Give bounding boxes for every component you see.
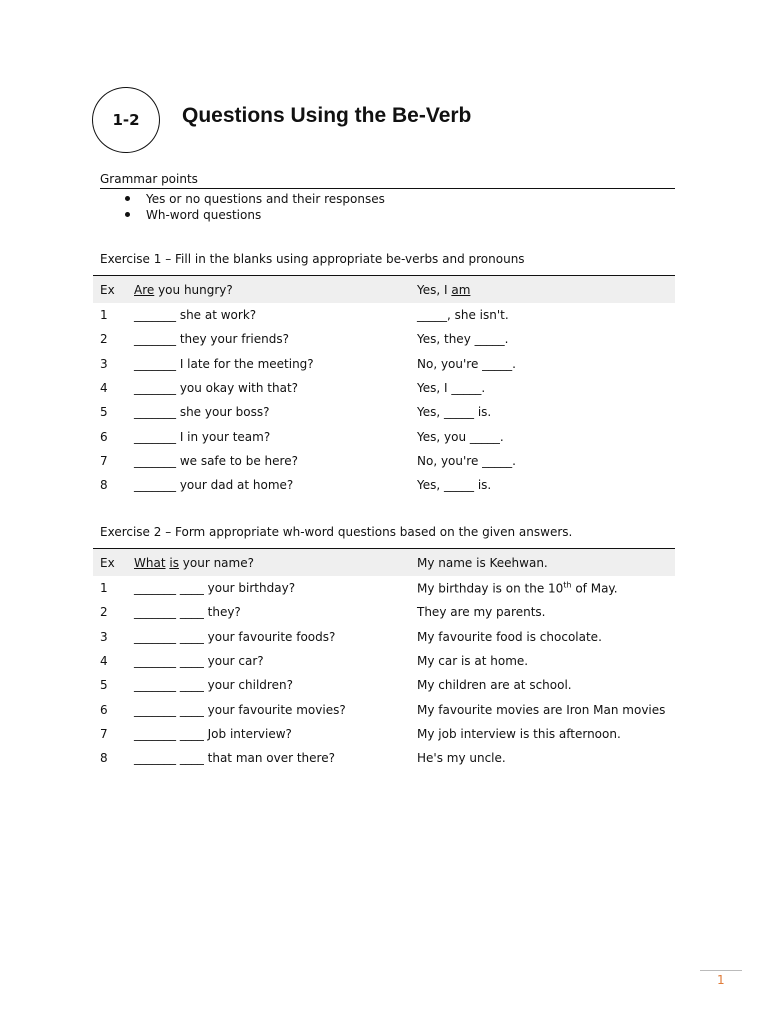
answer: _____, she isn't. — [417, 308, 509, 323]
question: _______ ____ Job interview? — [134, 726, 292, 741]
grammar-points-list — [100, 191, 385, 223]
bullet-icon — [125, 196, 130, 201]
question: _______ I late for the meeting? — [134, 356, 314, 371]
question: _______ she your boss? — [134, 405, 270, 420]
row-number: 2 — [100, 332, 108, 347]
question: _______ ____ your children? — [134, 678, 293, 693]
example-answer: My name is Keehwan. — [417, 555, 548, 570]
row-number: 1 — [100, 581, 108, 596]
exercise-2-table — [93, 548, 675, 770]
table-row — [93, 303, 675, 327]
answer: He's my uncle. — [417, 751, 506, 766]
exercise-1-table — [93, 275, 675, 497]
question: _______ you okay with that? — [134, 381, 299, 396]
answer: My children are at school. — [417, 678, 572, 693]
answer: My favourite food is chocolate. — [417, 629, 602, 644]
unit-number: 1-2 — [112, 111, 140, 129]
answer: No, you're _____. — [417, 356, 516, 371]
answer: My birthday is on the 10th of May. — [417, 580, 618, 596]
answer: My job interview is this afternoon. — [417, 726, 621, 741]
row-number: 6 — [100, 429, 108, 444]
ex-label: Ex — [100, 555, 115, 570]
row-number: 7 — [100, 726, 108, 741]
answer: Yes, you _____. — [417, 429, 504, 444]
exercise-1-example-row — [93, 276, 675, 303]
question: _______ ____ your birthday? — [134, 581, 296, 596]
exercise-2-example-row — [93, 549, 675, 576]
footer-rule — [700, 970, 742, 971]
row-number: 5 — [100, 678, 108, 693]
table-row — [93, 746, 675, 770]
table-row — [93, 424, 675, 448]
table-row — [93, 327, 675, 351]
answer: Yes, I _____. — [417, 381, 486, 396]
exercise-1-title: Exercise 1 – Fill in the blanks using appropriate be-verbs and pronouns — [100, 252, 525, 266]
answer: My favourite movies are Iron Man movies — [417, 702, 666, 717]
question: _______ she at work? — [134, 308, 257, 323]
grammar-point: Wh-word questions — [100, 207, 385, 223]
table-row — [93, 473, 675, 497]
unit-number-badge — [92, 87, 160, 153]
question: _______ ____ your favourite movies? — [134, 702, 346, 717]
row-number: 2 — [100, 605, 108, 620]
row-number: 4 — [100, 381, 108, 396]
answer: Yes, they _____. — [417, 332, 509, 347]
question: _______ they your friends? — [134, 332, 289, 347]
example-question: Are you hungry? — [134, 282, 233, 297]
row-number: 3 — [100, 629, 108, 644]
example-question: What is your name? — [134, 555, 254, 570]
table-row — [93, 697, 675, 721]
exercise-2-title: Exercise 2 – Form appropriate wh-word questions based on the given answers. — [100, 525, 573, 539]
row-number: 8 — [100, 478, 108, 493]
row-number: 8 — [100, 751, 108, 766]
row-number: 1 — [100, 308, 108, 323]
row-number: 5 — [100, 405, 108, 420]
question: _______ ____ that man over there? — [134, 751, 335, 766]
table-row — [93, 600, 675, 624]
answer: No, you're _____. — [417, 453, 516, 468]
table-row — [93, 376, 675, 400]
question: _______ ____ your favourite foods? — [134, 629, 336, 644]
row-number: 4 — [100, 654, 108, 669]
answer: My car is at home. — [417, 654, 529, 669]
table-row — [93, 576, 675, 600]
page-title: Questions Using the Be-Verb — [182, 104, 472, 127]
table-row — [93, 722, 675, 746]
question: _______ your dad at home? — [134, 478, 294, 493]
row-number: 6 — [100, 702, 108, 717]
question: _______ ____ they? — [134, 605, 241, 620]
row-number: 7 — [100, 453, 108, 468]
table-row — [93, 352, 675, 376]
answer: They are my parents. — [417, 605, 546, 620]
question: _______ we safe to be here? — [134, 453, 298, 468]
table-row — [93, 649, 675, 673]
row-number: 3 — [100, 356, 108, 371]
bullet-icon — [125, 212, 130, 217]
question: _______ ____ your car? — [134, 654, 264, 669]
table-row — [93, 673, 675, 697]
example-answer: Yes, I am — [417, 282, 471, 297]
answer: Yes, _____ is. — [417, 478, 492, 493]
table-row — [93, 449, 675, 473]
question: _______ I in your team? — [134, 429, 271, 444]
table-row — [93, 400, 675, 424]
ex-label: Ex — [100, 282, 115, 297]
table-row — [93, 625, 675, 649]
grammar-points-heading: Grammar points — [100, 172, 675, 189]
grammar-point: Yes or no questions and their responses — [100, 191, 385, 207]
page-number: 1 — [717, 973, 725, 987]
answer: Yes, _____ is. — [417, 405, 492, 420]
